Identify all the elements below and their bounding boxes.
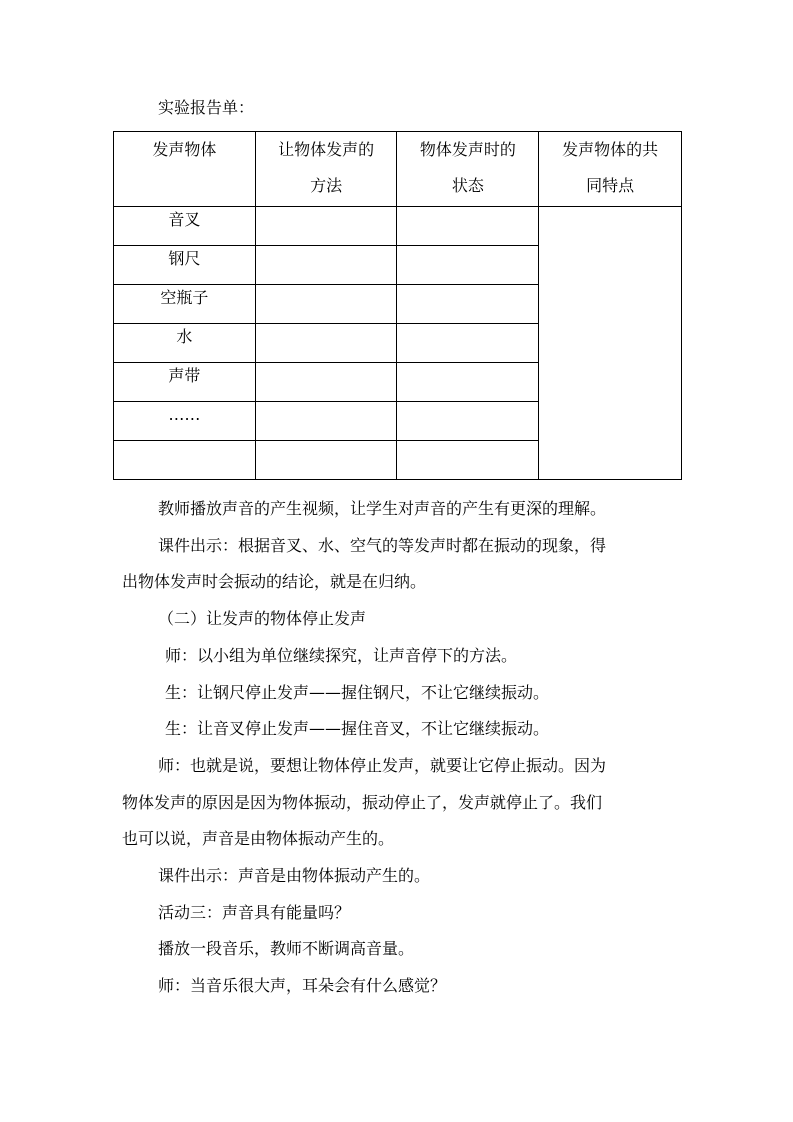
paragraph: 播放一段音乐，教师不断调高音量。 bbox=[158, 939, 415, 958]
paragraph: 也可以说，声音是由物体振动产生的。 bbox=[122, 829, 395, 848]
paragraph: 师：以小组为单位继续探究，让声音停下的方法。 bbox=[165, 646, 518, 665]
paragraph: 物体发声的原因是因为物体振动，振动停止了，发声就停止了。我们 bbox=[122, 793, 603, 812]
state-cell bbox=[397, 402, 539, 441]
state-cell bbox=[397, 363, 539, 402]
state-cell bbox=[397, 285, 539, 324]
header-cell-common-features bbox=[539, 132, 682, 207]
object-cell: 音叉 bbox=[114, 207, 256, 246]
object-cell: …… bbox=[114, 402, 256, 441]
experiment-report-table bbox=[113, 131, 682, 480]
header-line: 方法 bbox=[310, 176, 343, 195]
header-cell-method bbox=[255, 132, 397, 207]
header-line: 发声物体的共 bbox=[562, 140, 659, 159]
state-cell bbox=[397, 207, 539, 246]
common-features-cell bbox=[539, 207, 682, 480]
section-heading: （二）让发声的物体停止发声 bbox=[158, 609, 367, 628]
table-header-row bbox=[114, 132, 682, 207]
object-cell: 空瓶子 bbox=[114, 285, 256, 324]
paragraph: 出物体发声时会振动的结论，就是在归纳。 bbox=[122, 572, 427, 591]
method-cell bbox=[255, 441, 397, 480]
state-cell bbox=[397, 246, 539, 285]
object-cell: 声带 bbox=[114, 363, 256, 402]
object-cell bbox=[114, 441, 256, 480]
paragraph: 师：也就是说，要想让物体停止发声，就要让它停止振动。因为 bbox=[158, 756, 607, 775]
header-cell-object bbox=[114, 132, 256, 207]
header-line: 发声物体 bbox=[152, 140, 217, 159]
state-cell bbox=[397, 324, 539, 363]
table-row bbox=[114, 207, 682, 246]
object-cell: 钢尺 bbox=[114, 246, 256, 285]
method-cell bbox=[255, 246, 397, 285]
header-line: 同特点 bbox=[586, 176, 635, 195]
header-cell-state bbox=[397, 132, 539, 207]
method-cell bbox=[255, 207, 397, 246]
method-cell bbox=[255, 285, 397, 324]
paragraph: 课件出示：声音是由物体振动产生的。 bbox=[158, 866, 431, 885]
method-cell bbox=[255, 363, 397, 402]
activity-heading: 活动三：声音具有能量吗？ bbox=[158, 903, 351, 922]
paragraph: 课件出示：根据音叉、水、空气的等发声时都在振动的现象，得 bbox=[158, 536, 607, 555]
header-line: 物体发声时的 bbox=[419, 140, 516, 159]
method-cell bbox=[255, 324, 397, 363]
paragraph: 教师播放声音的产生视频，让学生对声音的产生有更深的理解。 bbox=[158, 499, 607, 518]
paragraph: 师：当音乐很大声，耳朵会有什么感觉？ bbox=[158, 976, 447, 995]
paragraph: 生：让音叉停止发声——握住音叉，不让它继续振动。 bbox=[165, 719, 550, 738]
header-line: 状态 bbox=[451, 176, 484, 195]
header-line: 让物体发声的 bbox=[278, 140, 375, 159]
report-title: 实验报告单： bbox=[158, 98, 255, 117]
object-cell: 水 bbox=[114, 324, 256, 363]
paragraph: 生：让钢尺停止发声——握住钢尺，不让它继续振动。 bbox=[165, 683, 550, 702]
method-cell bbox=[255, 402, 397, 441]
state-cell bbox=[397, 441, 539, 480]
